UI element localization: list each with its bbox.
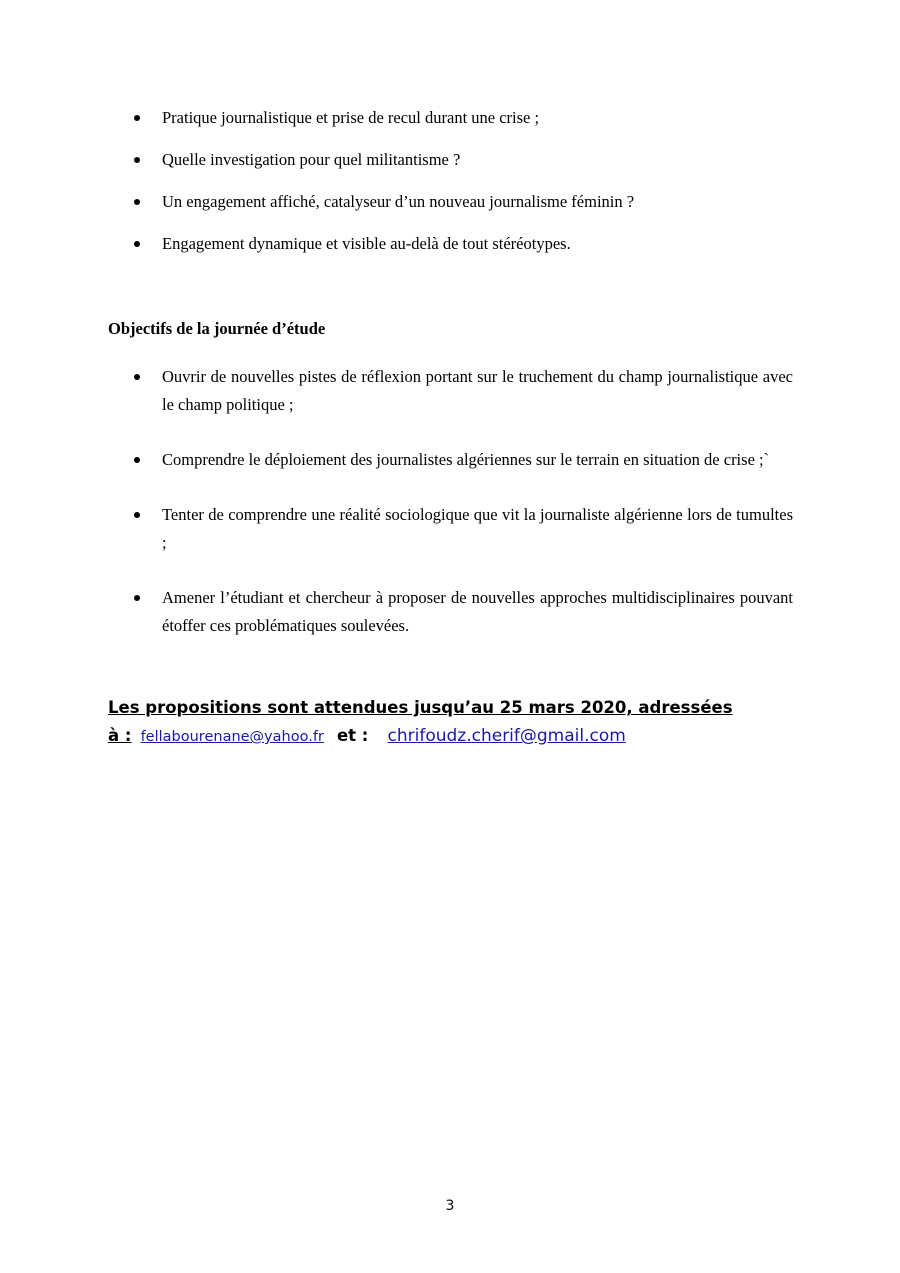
- bullet-icon: [134, 512, 140, 518]
- page-number: 3: [445, 1198, 455, 1214]
- bullet-icon: [134, 241, 140, 247]
- contact-line: [108, 722, 626, 751]
- bullet-icon: [134, 595, 140, 601]
- section-heading: Objectifs de la journée d’étude: [108, 319, 326, 338]
- contact-prefix: à :: [108, 726, 132, 745]
- bullet-icon: [134, 157, 140, 163]
- list-item: Tenter de comprendre une réalité sociologique que vit la journaliste algérienne lors de tumultes ;: [108, 501, 793, 557]
- list-item: Pratique journalistique et prise de recul durant une crise ;: [108, 104, 793, 132]
- list-item: Comprendre le déploiement des journalistes algériennes sur le terrain en situation de crise ;`: [108, 446, 793, 474]
- email-link-fella[interactable]: fellabourenane@yahoo.fr: [140, 729, 324, 745]
- bullet-icon: [134, 199, 140, 205]
- list-item: Quelle investigation pour quel militantisme ?: [108, 146, 793, 174]
- objectives-list: [108, 363, 793, 667]
- contact-connector: et :: [336, 726, 369, 745]
- bullet-icon: [134, 457, 140, 463]
- list-item: Ouvrir de nouvelles pistes de réflexion portant sur le truchement du champ journalistique avec le champ politique ;: [108, 363, 793, 419]
- list-item: Un engagement affiché, catalyseur d’un nouveau journalisme féminin ?: [108, 188, 793, 216]
- bullet-icon: [134, 115, 140, 121]
- topics-list: [108, 104, 793, 272]
- list-item: Amener l’étudiant et chercheur à proposer de nouvelles approches multidisciplinaires pouvant étoffer ces problématiques soulevées.: [108, 584, 793, 640]
- email-link-cherif[interactable]: chrifoudz.cherif@gmail.com: [387, 726, 626, 746]
- list-item: Engagement dynamique et visible au-delà de tout stéréotypes.: [108, 230, 793, 258]
- deadline-notice: Les propositions sont attendues jusqu’au 25 mars 2020, adressées: [108, 698, 733, 717]
- bullet-icon: [134, 374, 140, 380]
